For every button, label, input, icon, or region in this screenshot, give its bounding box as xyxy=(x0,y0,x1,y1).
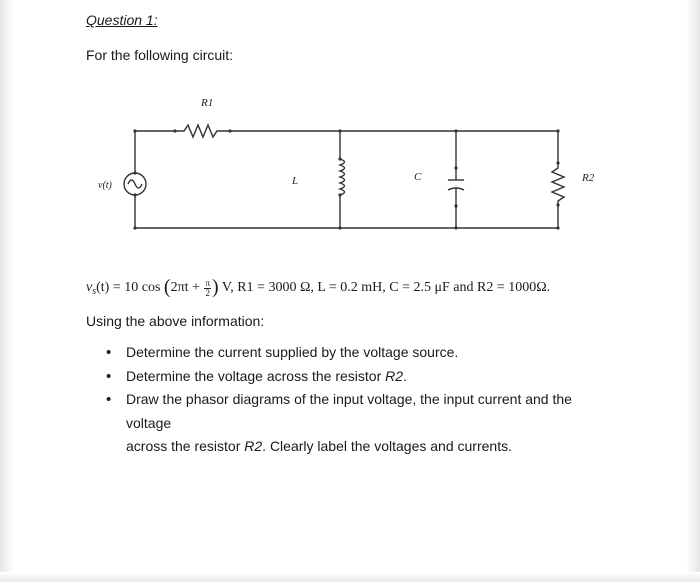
node-dot xyxy=(228,129,231,132)
list-item xyxy=(106,341,606,365)
inductor-coil xyxy=(340,159,345,195)
task-var: R2 xyxy=(385,367,404,384)
node-dot xyxy=(454,226,457,229)
page-shadow-bottom xyxy=(0,572,700,582)
list-item xyxy=(106,365,606,389)
page-shadow-right xyxy=(686,0,700,582)
resistor-r2 xyxy=(552,163,564,205)
node-dot xyxy=(556,226,559,229)
question-heading: Question 1: xyxy=(86,12,158,28)
node-dot xyxy=(454,129,457,132)
node-dot xyxy=(556,161,559,164)
task-text: Determine the current supplied by the voltage source. xyxy=(126,344,459,360)
node-dot xyxy=(556,203,559,206)
instructions-prompt: Using the above information: xyxy=(86,313,265,329)
task-line2-after: . Clearly label the voltages and currents. xyxy=(262,438,512,454)
node-dot xyxy=(338,129,341,132)
eq-fraction xyxy=(204,279,211,298)
task-list xyxy=(106,341,606,459)
eq-paren-open: ( xyxy=(163,276,171,298)
eq-paren-close: ) xyxy=(211,276,219,298)
node-dot xyxy=(338,226,341,229)
node-dot xyxy=(454,204,457,207)
page-shadow-left xyxy=(0,0,14,582)
resistor-r1 xyxy=(175,125,230,137)
eq-lhs-rest: (t) = 10 cos xyxy=(96,280,164,295)
eq-frac-den: 2 xyxy=(205,288,210,298)
node-dot xyxy=(133,226,136,229)
label-r1: R1 xyxy=(201,97,214,109)
node-dot xyxy=(454,166,457,169)
label-vt: v(t) xyxy=(98,180,112,191)
eq-lhs-sub: s xyxy=(92,286,97,297)
task-text-after: . xyxy=(403,367,407,384)
eq-inner: 2πt + xyxy=(170,280,204,295)
node-dot xyxy=(173,129,176,132)
source-equation xyxy=(86,276,550,299)
eq-lhs-var: v xyxy=(86,280,93,295)
eq-rest: V, R1 = 3000 Ω, L = 0.2 mH, C = 2.5 μF and R2 = 1000Ω. xyxy=(218,280,551,295)
task-line2-before: across the resistor xyxy=(126,438,245,454)
eq-frac-num: π xyxy=(205,278,210,288)
circuit-diagram xyxy=(80,88,620,248)
label-r2: R2 xyxy=(582,172,595,184)
node-dot xyxy=(133,171,136,174)
list-item xyxy=(106,388,606,459)
task-line1: Draw the phasor diagrams of the input voltage, the input current and the voltage xyxy=(126,391,572,431)
task-var: R2 xyxy=(244,438,263,454)
label-c: C xyxy=(414,171,422,183)
question-intro: For the following circuit: xyxy=(86,47,234,63)
label-l: L xyxy=(292,175,299,187)
source-sine xyxy=(128,180,142,188)
node-dot xyxy=(556,129,559,132)
task-text-before: Determine the voltage across the resistor xyxy=(126,367,386,384)
node-dot xyxy=(338,193,341,196)
node-dot xyxy=(338,157,341,160)
node-dot xyxy=(133,193,136,196)
node-dot xyxy=(133,129,136,132)
